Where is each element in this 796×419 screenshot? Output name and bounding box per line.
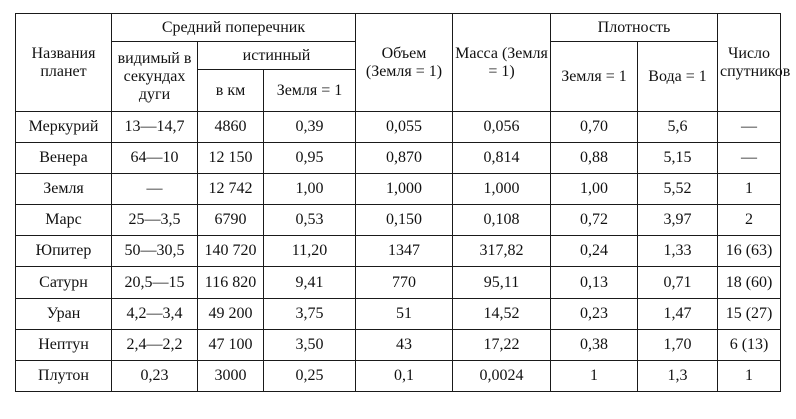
cell-name: Юпитер — [16, 236, 112, 267]
cell-mass: 1,000 — [453, 174, 551, 205]
table-row — [16, 236, 781, 267]
planet-table — [15, 13, 791, 392]
cell-dens-earth: 0,13 — [551, 267, 638, 298]
cell-dens-earth: 0,88 — [551, 143, 638, 174]
cell-km: 6790 — [198, 205, 264, 236]
table-row — [16, 205, 781, 236]
table-row — [16, 329, 781, 360]
cell-dens-water: 1,3 — [638, 360, 718, 391]
cell-name: Земля — [16, 174, 112, 205]
cell-km: 12 150 — [198, 143, 264, 174]
header-density: Плотность — [551, 14, 718, 42]
cell-name: Уран — [16, 298, 112, 329]
cell-dens-earth: 0,70 — [551, 112, 638, 143]
cell-visible: 2,4—2,2 — [112, 329, 198, 360]
cell-mass: 14,52 — [453, 298, 551, 329]
cell-volume: 1347 — [356, 236, 453, 267]
table-row — [16, 143, 781, 174]
cell-name: Меркурий — [16, 112, 112, 143]
cell-mass: 0,056 — [453, 112, 551, 143]
header-volume: Объем (Земля = 1) — [356, 14, 453, 112]
cell-volume: 51 — [356, 298, 453, 329]
cell-sats: 18 (60) — [718, 267, 781, 298]
cell-mass: 317,82 — [453, 236, 551, 267]
cell-volume: 0,055 — [356, 112, 453, 143]
cell-sats: — — [718, 112, 781, 143]
header-planet-names: Названия планет — [16, 14, 112, 112]
cell-mass: 0,0024 — [453, 360, 551, 391]
cell-name: Плутон — [16, 360, 112, 391]
cell-dens-water: 1,47 — [638, 298, 718, 329]
cell-volume: 0,150 — [356, 205, 453, 236]
header-diameter-earth: Земля = 1 — [264, 70, 356, 112]
cell-earth: 0,39 — [264, 112, 356, 143]
cell-km: 4860 — [198, 112, 264, 143]
cell-volume: 43 — [356, 329, 453, 360]
table-row — [16, 112, 781, 143]
cell-dens-earth: 1,00 — [551, 174, 638, 205]
cell-dens-water: 5,52 — [638, 174, 718, 205]
header-mean-diameter: Средний поперечник — [112, 14, 356, 42]
header-density-water: Вода = 1 — [638, 42, 718, 112]
cell-mass: 0,814 — [453, 143, 551, 174]
cell-visible: 50—30,5 — [112, 236, 198, 267]
cell-visible: 64—10 — [112, 143, 198, 174]
table-row — [16, 174, 781, 205]
cell-visible: 25—3,5 — [112, 205, 198, 236]
table-row — [16, 267, 781, 298]
cell-dens-earth: 0,38 — [551, 329, 638, 360]
cell-dens-water: 5,15 — [638, 143, 718, 174]
header-diameter-km: в км — [198, 70, 264, 112]
cell-km: 3000 — [198, 360, 264, 391]
cell-earth: 0,95 — [264, 143, 356, 174]
header-true-diameter: истинный — [198, 42, 356, 70]
cell-dens-water: 1,70 — [638, 329, 718, 360]
cell-dens-earth: 0,72 — [551, 205, 638, 236]
cell-sats: — — [718, 143, 781, 174]
cell-visible: — — [112, 174, 198, 205]
cell-volume: 1,000 — [356, 174, 453, 205]
cell-earth: 0,53 — [264, 205, 356, 236]
header-mass: Масса (Земля = 1) — [453, 14, 551, 112]
cell-sats: 6 (13) — [718, 329, 781, 360]
table-header — [16, 14, 791, 112]
table-body — [16, 112, 781, 392]
cell-visible: 13—14,7 — [112, 112, 198, 143]
cell-mass: 0,108 — [453, 205, 551, 236]
header-visible-diameter: видимый в секундах дуги — [112, 42, 198, 112]
cell-dens-water: 0,71 — [638, 267, 718, 298]
cell-dens-water: 5,6 — [638, 112, 718, 143]
cell-dens-water: 3,97 — [638, 205, 718, 236]
cell-name: Венера — [16, 143, 112, 174]
cell-km: 47 100 — [198, 329, 264, 360]
cell-sats: 15 (27) — [718, 298, 781, 329]
cell-volume: 0,870 — [356, 143, 453, 174]
cell-sats: 16 (63) — [718, 236, 781, 267]
cell-dens-water: 1,33 — [638, 236, 718, 267]
cell-dens-earth: 0,23 — [551, 298, 638, 329]
cell-earth: 1,00 — [264, 174, 356, 205]
cell-earth: 9,41 — [264, 267, 356, 298]
cell-name: Сатурн — [16, 267, 112, 298]
cell-visible: 0,23 — [112, 360, 198, 391]
cell-km: 49 200 — [198, 298, 264, 329]
cell-mass: 95,11 — [453, 267, 551, 298]
cell-earth: 0,25 — [264, 360, 356, 391]
cell-volume: 770 — [356, 267, 453, 298]
table-row — [16, 298, 781, 329]
cell-visible: 4,2—3,4 — [112, 298, 198, 329]
cell-km: 116 820 — [198, 267, 264, 298]
header-satellites: Число спутников — [718, 14, 781, 112]
cell-mass: 17,22 — [453, 329, 551, 360]
table-row — [16, 360, 781, 391]
cell-dens-earth: 1 — [551, 360, 638, 391]
cell-earth: 3,75 — [264, 298, 356, 329]
cell-visible: 20,5—15 — [112, 267, 198, 298]
cell-km: 12 742 — [198, 174, 264, 205]
cell-sats: 1 — [718, 174, 781, 205]
cell-volume: 0,1 — [356, 360, 453, 391]
cell-sats: 1 — [718, 360, 781, 391]
cell-name: Марс — [16, 205, 112, 236]
header-density-earth: Земля = 1 — [551, 42, 638, 112]
cell-earth: 3,50 — [264, 329, 356, 360]
cell-earth: 11,20 — [264, 236, 356, 267]
cell-name: Нептун — [16, 329, 112, 360]
cell-dens-earth: 0,24 — [551, 236, 638, 267]
cell-sats: 2 — [718, 205, 781, 236]
cell-km: 140 720 — [198, 236, 264, 267]
